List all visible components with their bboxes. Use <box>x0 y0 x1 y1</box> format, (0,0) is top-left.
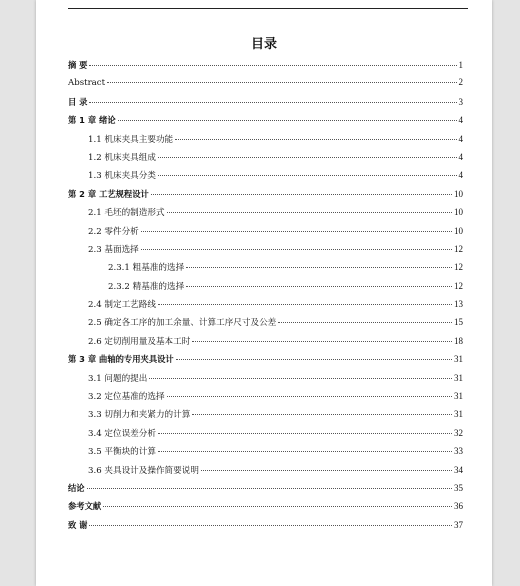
toc-list <box>68 59 463 537</box>
dot-leader <box>192 414 452 415</box>
toc-entry-page: 34 <box>454 464 463 475</box>
dot-leader <box>87 488 452 489</box>
dot-leader <box>167 396 452 397</box>
dot-leader <box>151 194 452 195</box>
dot-leader <box>158 451 452 452</box>
toc-entry-label: 2.1 毛坯的制造形式 <box>88 208 165 219</box>
toc-entry[interactable] <box>68 114 463 132</box>
toc-entry-page: 15 <box>454 317 463 328</box>
toc-entry-page: 4 <box>458 170 463 181</box>
dot-leader <box>89 102 456 103</box>
toc-entry[interactable] <box>68 335 463 353</box>
toc-entry-page: 4 <box>458 133 463 144</box>
dot-leader <box>158 304 452 305</box>
toc-entry-label: 第 1 章 绪论 <box>68 115 116 126</box>
toc-entry-label: 结论 <box>68 482 85 493</box>
dot-leader <box>158 433 452 434</box>
toc-entry[interactable] <box>68 482 463 500</box>
toc-entry[interactable] <box>68 408 463 426</box>
toc-entry-label: 第 2 章 工艺规程设计 <box>68 188 149 199</box>
toc-entry-page: 31 <box>454 409 463 420</box>
toc-entry-label: 致 谢 <box>68 519 88 530</box>
dot-leader <box>118 120 457 121</box>
dot-leader <box>167 212 452 213</box>
toc-entry[interactable] <box>68 390 463 408</box>
dot-leader <box>141 231 452 232</box>
toc-entry-page: 33 <box>454 446 463 457</box>
toc-entry[interactable] <box>68 206 463 224</box>
document-page <box>36 0 492 586</box>
toc-title: 目录 <box>250 37 277 52</box>
toc-entry-page: 4 <box>458 115 463 126</box>
toc-entry-label: 3.2 定位基准的选择 <box>88 392 165 403</box>
dot-leader <box>158 175 457 176</box>
toc-entry-label: 3.5 平衡块的计算 <box>88 447 156 458</box>
toc-entry-page: 13 <box>454 299 463 310</box>
toc-entry-label: 2.3 基面选择 <box>88 244 139 255</box>
toc-entry[interactable] <box>68 280 463 298</box>
toc-entry-label: 目 录 <box>68 96 88 107</box>
toc-entry-page: 10 <box>454 188 463 199</box>
toc-entry[interactable] <box>68 316 463 334</box>
toc-entry-label: 第 3 章 曲轴的专用夹具设计 <box>68 354 174 365</box>
toc-entry[interactable] <box>68 519 463 537</box>
toc-entry-page: 18 <box>454 335 463 346</box>
toc-entry-label: 3.4 定位误差分析 <box>88 428 156 439</box>
toc-entry-page: 10 <box>454 225 463 236</box>
dot-leader <box>141 249 452 250</box>
dot-leader <box>107 82 456 83</box>
dot-leader <box>175 139 456 140</box>
toc-entry-label: 3.6 夹具设计及操作简要说明 <box>88 465 199 476</box>
toc-entry-label: 2.3.2 精基准的选择 <box>108 281 185 292</box>
toc-entry-label: 3.1 问题的提出 <box>88 373 148 384</box>
toc-entry[interactable] <box>68 169 463 187</box>
toc-entry-label: 1.3 机床夹具分类 <box>88 171 156 182</box>
toc-entry-page: 1 <box>458 60 463 70</box>
toc-entry-page: 2 <box>458 77 463 88</box>
toc-entry-label: Abstract <box>68 78 106 89</box>
dot-leader <box>278 322 452 323</box>
toc-entry-label: 1.2 机床夹具组成 <box>88 152 156 163</box>
dot-leader <box>89 525 452 526</box>
toc-entry-label: 参考文献 <box>68 501 102 512</box>
toc-entry-page: 32 <box>454 427 463 438</box>
toc-entry[interactable] <box>68 77 463 95</box>
dot-leader <box>201 470 452 471</box>
toc-entry-label: 2.3.1 粗基准的选择 <box>108 263 185 274</box>
toc-entry[interactable] <box>68 427 463 445</box>
toc-entry-label: 2.5 确定各工序的加工余量、计算工序尺寸及公差 <box>88 318 277 329</box>
toc-entry[interactable] <box>68 243 463 261</box>
toc-entry-page: 12 <box>454 262 463 273</box>
toc-entry[interactable] <box>68 59 463 77</box>
toc-entry[interactable] <box>68 298 463 316</box>
toc-entry-label: 摘 要 <box>68 60 88 70</box>
dot-leader <box>186 267 452 268</box>
toc-entry[interactable] <box>68 445 463 463</box>
toc-entry[interactable] <box>68 188 463 206</box>
toc-entry-page: 35 <box>454 482 463 493</box>
dot-leader <box>149 378 452 379</box>
toc-entry-page: 3 <box>458 96 463 107</box>
toc-entry[interactable] <box>68 372 463 390</box>
toc-entry-label: 2.2 零件分析 <box>88 226 139 237</box>
toc-entry-label: 3.3 切削力和夹紧力的计算 <box>88 410 191 421</box>
toc-entry[interactable] <box>68 500 463 518</box>
toc-entry-label: 1.1 机床夹具主要功能 <box>88 134 174 145</box>
toc-entry[interactable] <box>68 133 463 151</box>
toc-entry-page: 4 <box>458 151 463 162</box>
dot-leader <box>103 506 452 507</box>
toc-entry-page: 36 <box>454 501 463 512</box>
toc-entry-page: 10 <box>454 207 463 218</box>
dot-leader <box>192 341 452 342</box>
toc-entry-label: 2.4 制定工艺路线 <box>88 300 156 311</box>
dot-leader <box>89 65 456 66</box>
toc-entry-page: 31 <box>454 372 463 383</box>
toc-entry[interactable] <box>68 464 463 482</box>
toc-entry-label: 2.6 定切削用量及基本工时 <box>88 336 191 347</box>
header-rule <box>68 8 468 9</box>
toc-entry[interactable] <box>68 353 463 371</box>
dot-leader <box>158 157 457 158</box>
toc-entry-page: 37 <box>454 519 463 530</box>
toc-entry[interactable] <box>68 151 463 169</box>
toc-entry-page: 12 <box>454 243 463 254</box>
toc-entry-page: 12 <box>454 280 463 291</box>
dot-leader <box>176 359 452 360</box>
toc-entry[interactable] <box>68 96 463 114</box>
toc-entry[interactable] <box>68 225 463 243</box>
toc-entry-page: 31 <box>454 391 463 402</box>
dot-leader <box>186 286 452 287</box>
toc-entry-page: 31 <box>454 354 463 365</box>
toc-entry[interactable] <box>68 261 463 279</box>
